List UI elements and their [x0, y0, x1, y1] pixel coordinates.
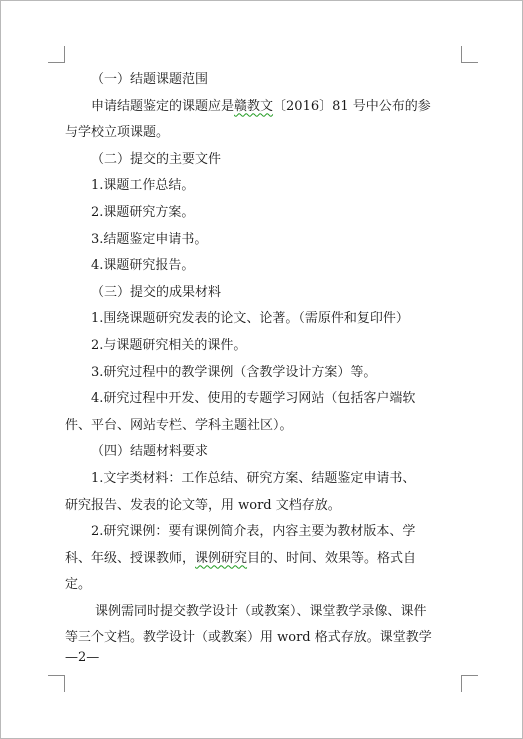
spellcheck-marked-text: 课例研究 [195, 550, 248, 566]
list-item: 2.研究课例：要有课例简介表，内容主要为教材版本、学 [91, 524, 416, 540]
section-heading-2: （二）提交的主要文件 [91, 151, 222, 167]
list-item: 1.文字类材料：工作总结、研究方案、结题鉴定申请书、 [91, 470, 416, 486]
list-item-continuation: 科、年级、授课教师，课例研究目的、时间、效果等。格式自 [65, 550, 417, 566]
list-item: 4.课题研究报告。 [91, 258, 195, 274]
page-number: —2— [65, 650, 100, 665]
paragraph-line: 等三个文档。教学设计（或教案）用 word 格式存放。课堂教学 [65, 630, 432, 646]
paragraph-line: 与学校立项课题。 [65, 125, 170, 141]
list-item: 1.围绕课题研究发表的论文、论著。（需原件和复印件） [91, 311, 409, 327]
paragraph-line: 申请结题鉴定的课题应是赣教文〔2016〕81 号中公布的参 [91, 98, 431, 114]
list-item-continuation: 定。 [65, 577, 92, 593]
paragraph-line: 课例需同时提交教学设计（或教案）、课堂教学录像、课件 [95, 603, 427, 619]
crop-mark-bottom-left [48, 675, 65, 692]
crop-mark-bottom-right [461, 675, 478, 692]
section-heading-4: （四）结题材料要求 [91, 444, 209, 460]
crop-mark-top-left [48, 46, 65, 63]
list-item: 2.课题研究方案。 [91, 204, 195, 220]
list-item: 4.研究过程中开发、使用的专题学习网站（包括客户端软 [91, 391, 416, 407]
list-item: 3.结题鉴定申请书。 [91, 231, 208, 247]
list-item: 2.与课题研究相关的课件。 [91, 337, 247, 353]
list-item-continuation: 研究报告、发表的论文等，用 word 文档存放。 [65, 497, 341, 513]
list-item: 3.研究过程中的教学课例（含教学设计方案）等。 [91, 364, 377, 380]
list-item: 1.课题工作总结。 [91, 178, 195, 194]
section-heading-3: （三）提交的成果材料 [91, 284, 222, 300]
list-item-continuation: 件、平台、网站专栏、学科主题社区）。 [65, 417, 293, 433]
crop-mark-top-right [461, 46, 478, 63]
section-heading-1: （一）结题课题范围 [91, 72, 209, 87]
spellcheck-marked-text: 赣教文 [234, 98, 274, 114]
document-body [65, 67, 461, 652]
